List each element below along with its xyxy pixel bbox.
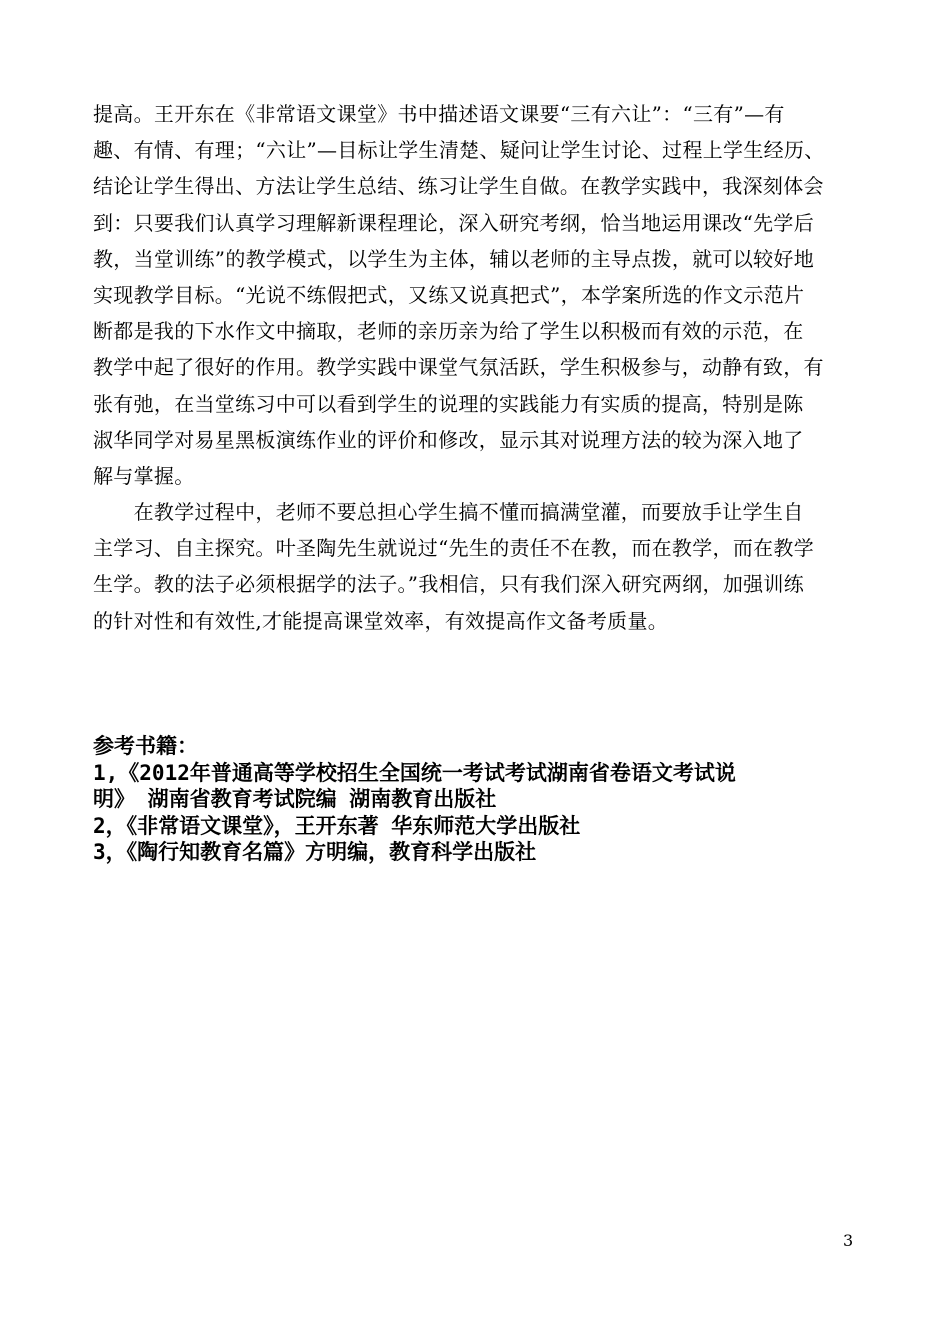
reference-line: 明》 湖南省教育考试院编 湖南教育出版社	[93, 787, 497, 811]
body-text	[93, 96, 863, 639]
body-line: 主学习、自主探究。叶圣陶先生就说过“先生的责任不在教，而在教学，而在教学	[93, 536, 815, 561]
body-line: 结论让学生得出、方法让学生总结、练习让学生自做。在教学实践中，我深刻体会	[93, 174, 824, 199]
body-line: 教，当堂训练”的教学模式，以学生为主体，辅以老师的主导点拨，就可以较好地	[93, 246, 815, 271]
body-line: 趣、有情、有理；“六让”—目标让学生清楚、疑问让学生讨论、过程上学生经历、	[93, 138, 825, 163]
references-section	[93, 733, 873, 866]
body-line: 教学中起了很好的作用。教学实践中课堂气氛活跃，学生积极参与，动静有致，有	[93, 355, 824, 380]
body-line: 在教学过程中，老师不要总担心学生搞不懂而搞满堂灌，而要放手让学生自	[93, 500, 804, 525]
body-line: 提高。王开东在《非常语文课堂》书中描述语文课要“三有六让”：“三有”—有	[93, 102, 785, 126]
page-number: 3	[843, 1231, 854, 1250]
reference-line: 3，《陶行知教育名篇》方明编，教育科学出版社	[93, 840, 537, 864]
body-line: 到：只要我们认真学习理解新课程理论，深入研究考纲，恰当地运用课改“先学后	[93, 210, 815, 235]
body-line: 解与掌握。	[93, 463, 195, 488]
reference-line: 2，《非常语文课堂》，王开东著 华东师范大学出版社	[93, 813, 581, 838]
body-line: 断都是我的下水作文中摘取，老师的亲历亲为给了学生以积极而有效的示范，在	[93, 319, 804, 344]
reference-line: 1,《2012年普通高等学校招生全国统一考试考试湖南省卷语文考试说	[93, 760, 736, 785]
body-line: 实现教学目标。“光说不练假把式，又练又说真把式”，本学案所选的作文示范片	[93, 282, 805, 307]
body-line: 生学。教的法子必须根据学的法子。”我相信，只有我们深入研究两纲，加强训练	[93, 572, 805, 597]
body-line: 的针对性和有效性,才能提高课堂效率，有效提高作文备考质量。	[93, 608, 669, 633]
body-line: 张有弛，在当堂练习中可以看到学生的说理的实践能力有实质的提高，特别是陈	[93, 391, 804, 416]
references-heading: 参考书籍：	[93, 734, 198, 758]
body-line: 淑华同学对易星黑板演练作业的评价和修改，显示其对说理方法的较为深入地了	[93, 427, 804, 452]
